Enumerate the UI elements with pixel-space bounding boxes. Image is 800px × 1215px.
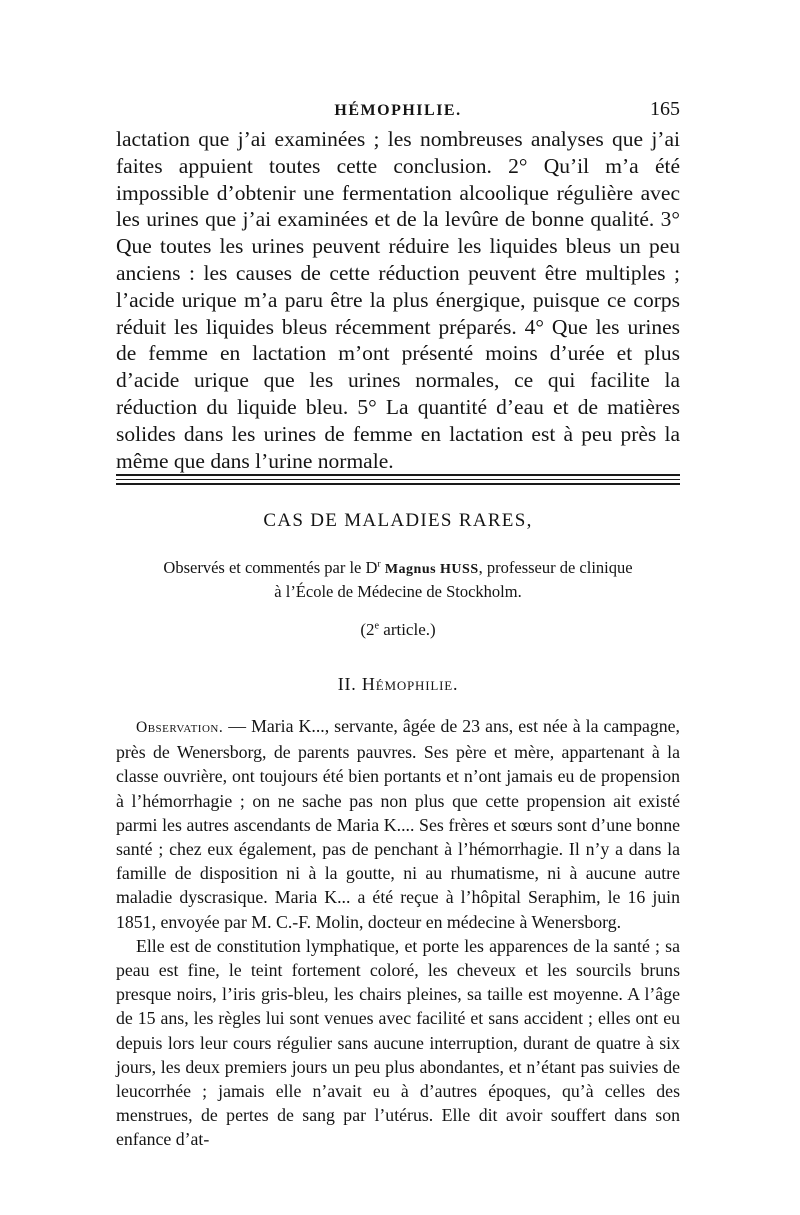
- chapter-subheading: [116, 674, 680, 695]
- byline-institution: à l’École de Médecine de Stockholm.: [274, 582, 522, 601]
- article-number-note: [116, 620, 680, 640]
- subheading-title: Hémophilie.: [361, 674, 459, 694]
- byline-doctor-abbrev: r: [377, 558, 381, 570]
- running-title: HÉMOPHILIE.: [334, 102, 462, 119]
- page-number: 165: [650, 98, 680, 120]
- divider-rule-bottom: [116, 483, 680, 485]
- article-byline: [116, 557, 680, 603]
- divider-rule-top: [116, 474, 680, 476]
- byline-suffix: , professeur de clinique: [478, 558, 633, 577]
- observation-label: Observation.: [136, 719, 224, 736]
- observation-dash: —: [223, 716, 252, 736]
- article-note-sup: e: [374, 620, 380, 632]
- continued-paragraph: lactation que j’ai examinées ; les nombreuses analyses que j’ai faites appuient toutes cette conclusion. 2° Qu’il m’a été impossible d’obtenir une fermentation alcoolique régulière avec les urines que j’ai examinées et de la levûre de bonne qualité. 3° Que toutes les urines peuvent réduire les liquides bleus un peu anciens : les causes de cette réduction peuvent être multiples ; l’acide urique m’a paru être la plus énergique, puisque ce corps réduit les liquides bleus récemment préparés. 4° Que les urines de femme en lactation m’ont présenté moins d’urée et plus d’acide urique que les urines normales, ce qui facilite la réduction du liquide bleu. 5° La quantité d’eau et de matières solides dans les urines de femme en lactation est à peu près la même que dans l’urine normale.: [116, 127, 680, 473]
- section-divider: [116, 474, 680, 488]
- byline-prefix: Observés et commentés par le D: [163, 558, 378, 577]
- observation-paragraph-1-text: Maria K..., servante, âgée de 23 ans, est née à la campagne, près de Wenersborg, de parents pauvres. Ses père et mère, appartenant à la classe ouvrière, ont toujours été bien portants et n’ont jamais eu de propension à l’hémorrhagie ; on ne sache pas non plus que cette propension ait existé parmi les autres ascendants de Maria K.... Ses frères et sœurs sont d’une bonne santé ; chez eux également, pas de penchant à l’hémorrhagie. Il n’y a dans la famille de disposition ni à la goutte, ni au rhumatisme, ni à aucune autre maladie dyscrasique. Maria K... a été reçue à l’hôpital Seraphim, le 16 juin 1851, envoyée par M. C.-F. Molin, docteur en médecine à Wenersborg.: [116, 716, 681, 932]
- observation-paragraph-1: [116, 714, 680, 934]
- article-note-open: (2: [360, 620, 375, 639]
- observation-paragraph-2: Elle est de constitution lymphatique, et porte les apparences de la santé ; sa peau est fine, le teint fortement coloré, les cheveux et les sourcils bruns presque noirs, l’iris gris-bleu, les chairs pleines, sa taille est moyenne. A l’âge de 15 ans, les règles lui sont venues avec facilité et sans accident ; elles ont eu depuis lors leur cours régulier sans aucune interruption, durant de quatre à six jours, les deux premiers jours un peu plus abondantes, et n’étant pas suivies de leucorrhée ; jamais elle n’avait eu à d’autres époques, qu’à celles des menstrues, de pertes de sang par l’utérus. Elle dit avoir souffert dans son enfance d’at-: [116, 935, 680, 1150]
- subheading-number: II.: [337, 674, 362, 694]
- observation-text: [116, 714, 680, 1152]
- page-header: [116, 96, 680, 126]
- divider-rule-middle: [116, 479, 680, 480]
- article-note-close: article.): [379, 620, 436, 639]
- author-name: Magnus HUSS: [384, 562, 479, 577]
- section-title: CAS DE MALADIES RARES,: [263, 510, 533, 531]
